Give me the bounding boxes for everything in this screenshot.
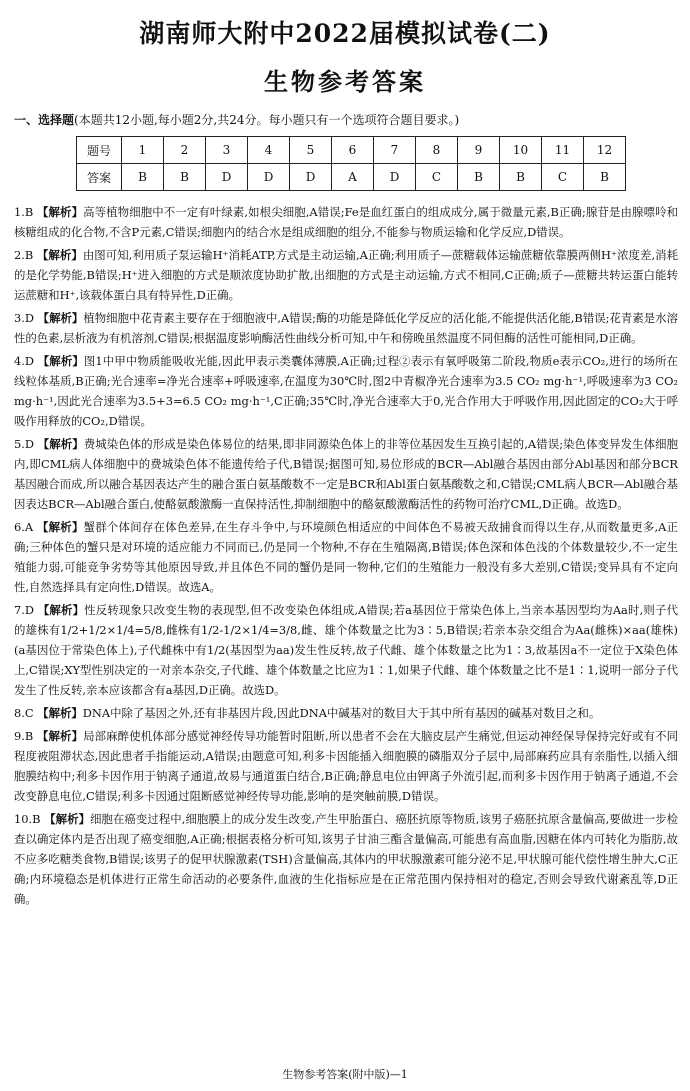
explanation-item [14,517,678,597]
item-lead: 3.D [14,311,35,325]
item-tag: 【解析】 [37,706,83,720]
item-tag: 【解析】 [36,248,83,262]
answer-cell: C [542,164,584,191]
number-cell: 12 [584,137,626,164]
number-cell: 4 [248,137,290,164]
explanation-item [14,351,678,431]
item-lead: 6.A [14,520,34,534]
section-heading-text: 一、选择题 [14,113,75,127]
section-heading [14,111,459,128]
answer-cell: B [584,164,626,191]
page-footer: 生物参考答案(附中版)—1 [282,1068,408,1081]
item-text: 图1中甲中物质能吸收光能,因此甲表示类囊体薄膜,A正确;过程②表示有氧呼吸第二阶段,物质e表示CO₂,进行的场所在线粒体基质,B正确;光合速率=净光合速率+呼吸速率,在温度为30℃时,图2中青椒净光合速率为3.5 CO₂ mg·h⁻¹,呼吸速率为3 CO₂ mg·h⁻¹,因此光合速率为3.5+3=6.5 CO₂ mg·h⁻¹,C正确;35℃时,净光合速率大于0,光合作用大于呼吸作用,因此固定的CO₂大于呼吸作用释放的CO₂,D错误。 [14,354,678,428]
item-tag: 【解析】 [37,205,84,219]
item-tag: 【解析】 [37,520,84,534]
answer-cell: D [206,164,248,191]
item-tag: 【解析】 [44,812,91,826]
item-text: 由图可知,利用质子泵运输H⁺消耗ATP,方式是主动运输,A正确;利用质子—蔗糖载体运输蔗糖依靠膜两侧H⁺浓度差,消耗的是化学势能,B错误;H⁺进入细胞的方式是顺浓度协助扩散,出细胞的方式是主动运输,方式不相同,C正确;质子—蔗糖共转运蛋白能转运蔗糖和H⁺,该载体蛋白具有特异性,D正确。 [14,248,679,302]
item-lead: 7.D [14,603,35,617]
explanation-item [14,703,678,723]
number-cell: 8 [416,137,458,164]
explanation-item [14,245,678,305]
answer-table [76,136,626,191]
number-cell: 11 [542,137,584,164]
answer-cell: D [248,164,290,191]
item-tag: 【解析】 [37,354,84,368]
item-lead: 10.B [14,812,41,826]
item-lead: 1.B [14,205,34,219]
item-text: 费城染色体的形成是染色体易位的结果,即非同源染色体上的非等位基因发生互换引起的,A错误;染色体变异发生体细胞内,即CML病人体细胞中的费城染色体不能遗传给子代,B错误;据图可知,易位形成的BCR—Abl融合基因由部分Abl基因和部分BCR基因融合而成,所以融合基因表达产生的融合蛋白氨基酸数不一定是BCR和Abl蛋白氨基酸数之和,C错误;CML病人BCR—Abl融合基因表达BCR—Abl融合蛋白,使酪氨酸激酶一直保持活性,抑制细胞中的酪氨酸激酶活性的药物可治疗CML,D正确。故选D。 [14,437,678,511]
answer-cell: D [290,164,332,191]
answer-cell: B [164,164,206,191]
answer-cell: B [458,164,500,191]
explanations [14,202,678,912]
number-cell: 10 [500,137,542,164]
explanation-item [14,202,678,242]
item-text: 高等植物细胞中不一定有叶绿素,如根尖细胞,A错误;Fe是血红蛋白的组成成分,属于微量元素,B正确;腺苷是由腺嘌呤和核糖组成的化合物,不含P元素,C错误;细胞内的结合水是组成细胞的组分,不能参与物质运输和化学反应,D错误。 [14,205,679,239]
answer-cell: A [332,164,374,191]
number-cell: 5 [290,137,332,164]
row-label-number: 题号 [77,137,122,164]
number-cell: 7 [374,137,416,164]
explanation-item [14,308,678,348]
item-text: 局部麻醉使机体部分感觉神经传导功能暂时阻断,所以患者不会在大脑皮层产生痛觉,但运动神经保导保持完好或有不同程度被阻滞状态,因此患者手指能运动,A错误;由题意可知,利多卡因能插入细胞膜的磷脂双分子层中,局部麻药应具有亲脂性,以插入细胞膜结构中;利多卡因作用于钠离子通道,故易与通道蛋白结合,B正确;静息电位由钾离子外流引起,而利多卡因作用于钠离子通道,不会改变静息电位,C错误;利多卡因通过阻断感觉神经传导功能,影响的是突触前膜,D错误。 [14,729,679,803]
item-tag: 【解析】 [37,311,84,325]
explanation-item [14,600,678,700]
answer-table-row-numbers [77,137,626,164]
explanation-item [14,809,678,909]
item-tag: 【解析】 [37,603,85,617]
explanation-item [14,434,678,514]
number-cell: 6 [332,137,374,164]
answer-cell: B [500,164,542,191]
item-lead: 8.C [14,706,34,720]
item-text: 植物细胞中花青素主要存在于细胞液中,A错误;酶的功能是降低化学反应的活化能,不能提供活化能,B错误;花青素是水溶性的色素,层析液为有机溶剂,C错误;根据温度影响酶活性曲线分析可知,中午和傍晚虽然温度不同但酶的活性可能相同,D正确。 [14,311,678,345]
item-tag: 【解析】 [37,437,84,451]
item-lead: 2.B [14,248,34,262]
item-lead: 9.B [14,729,34,743]
item-text: 细胞在癌变过程中,细胞膜上的成分发生改变,产生甲胎蛋白、癌胚抗原等物质,该男子癌胚抗原含量偏高,要做进一步检查以确定体内是否出现了癌变细胞,A正确;根据表格分析可知,该男子甘油三酯含量偏高,可能患有高血脂,因糖在体内可转化为脂肪,故不应多吃糖类食物,B错误;该男子的促甲状腺激素(TSH)含量偏高,其体内的甲状腺激素可能分泌不足,甲状腺可能代偿性增生肿大,C正确;内环境稳态是机体进行正常生命活动的必要条件,血液的生化指标应是在正常范围内保持相对的稳定,否则会导致代谢紊乱等,D正确。 [14,812,678,906]
page-subtitle: 生物参考答案 [264,67,426,96]
section-note: (本题共12小题,每小题2分,共24分。每小题只有一个选项符合题目要求。) [74,113,460,127]
item-text: DNA中除了基因之外,还有非基因片段,因此DNA中碱基对的数目大于其中所有基因的碱基对数目之和。 [82,706,601,720]
row-label-answer: 答案 [77,164,122,191]
answer-table-row-answers [77,164,626,191]
item-tag: 【解析】 [37,729,84,743]
number-cell: 9 [458,137,500,164]
answer-cell: C [416,164,458,191]
item-lead: 4.D [14,354,35,368]
page-title: 湖南师大附中2022届模拟试卷(二) [139,19,551,48]
number-cell: 1 [122,137,164,164]
explanation-item [14,726,678,806]
answer-cell: B [122,164,164,191]
number-cell: 2 [164,137,206,164]
item-text: 蟹群个体间存在体色差异,在生存斗争中,与环境颜色相适应的中间体色不易被天敌捕食而得以生存,从而数量更多,A正确;三种体色的蟹只是对环境的适应能力不同而已,仍是同一个物种,不存在生殖隔离,B错误;体色深和体色浅的个体数量较少,不一定生殖能力弱,可能竞争劣势等其他原因导致,并且体色不同的蟹仍是同一物种,它们的生殖能力一般没有多大差别,C错误;变异具有不定向性,自然选择具有定向性,D错误。故选A。 [14,520,678,594]
number-cell: 3 [206,137,248,164]
item-lead: 5.D [14,437,35,451]
answer-cell: D [374,164,416,191]
item-text: 性反转现象只改变生物的表现型,但不改变染色体组成,A错误;若a基因位于常染色体上,当亲本基因型均为Aa时,则子代的雄株有1/2+1/2×1/4=5/8,雌株有1/2-1/2×1/4=3/8,雌、雄个体数量之比为3∶5,B错误;若亲本杂交组合为Aa(雌株)×aa(雄株)(a基因位于常染色体上),子代雌株中有1/2(基因型为aa)发生性反转,故子代雌、雄个体数量之比为1∶3,故基因a不一定位于X染色体上,C错误;XY型性别决定的一对亲本杂交,子代雌、雄个体数量之比应为1∶1,如果子代雌、雄个体数量之比不是1∶1,说明一部分子代发生了性反转,亲本应该都含有a基因,D正确。故选D。 [14,603,678,697]
